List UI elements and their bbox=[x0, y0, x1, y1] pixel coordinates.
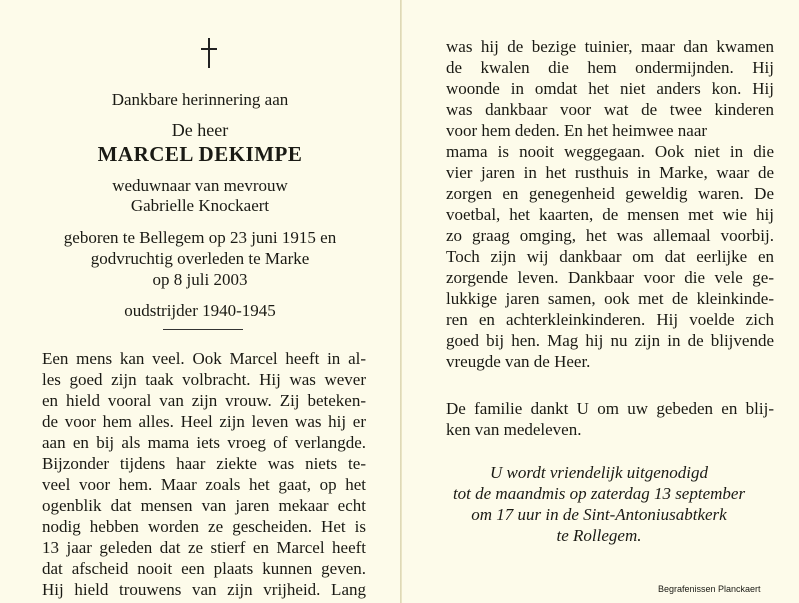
divider bbox=[163, 329, 243, 330]
text-line: Bijzonder tijdens haar ziekte was niets te- bbox=[42, 454, 366, 473]
death-date: op 8 juli 2003 bbox=[152, 270, 248, 289]
veteran-line: oudstrijder 1940-1945 bbox=[124, 301, 276, 320]
left-memorial-text bbox=[42, 348, 366, 600]
text-line: zorgende leven. Dankbaar voor die vele ge- bbox=[446, 268, 774, 287]
text-line: lukkige jaren samen, ook met de kleinkinde- bbox=[446, 289, 774, 308]
text-line: ken van medeleven. bbox=[446, 420, 582, 439]
text-line: de kwalen die hem ondermijnden. Hij bbox=[446, 58, 774, 77]
text-line: nodig hebben worden ze gescheiden. Het is bbox=[42, 517, 366, 536]
death-line: godvruchtig overleden te Marke bbox=[90, 249, 310, 268]
text-line: was dankbaar voor wat de twee kinderen bbox=[446, 100, 774, 119]
text-line: voetbal, het kaarten, de mensen met wie hij bbox=[446, 205, 774, 224]
text-line: aan en bij als mama iets vroeg of verlangde. bbox=[42, 433, 366, 452]
family-thanks bbox=[446, 398, 774, 440]
funeral-home-credit: Begrafenissen Planckaert bbox=[658, 584, 761, 594]
text-line: zo graag omging, het was allemaal voorbij. bbox=[446, 226, 774, 245]
birth-line: geboren te Bellegem op 23 juni 1915 en bbox=[63, 228, 337, 247]
invitation-line: om 17 uur in de Sint-Antoniusabtkerk bbox=[471, 505, 727, 524]
text-line: zorgen en genegenheid geweldig waren. De bbox=[446, 184, 774, 203]
right-memorial-text bbox=[446, 36, 774, 372]
text-line: woonde in omdat het niet anders kon. Hij bbox=[446, 79, 774, 98]
text-line: en hield vooral van zijn vrouw. Zij beteken- bbox=[42, 391, 366, 410]
spouse-name: Gabrielle Knockaert bbox=[130, 196, 270, 215]
invitation-line: U wordt vriendelijk uitgenodigd bbox=[490, 463, 708, 482]
invitation-line: tot de maandmis op zaterdag 13 september bbox=[452, 484, 746, 503]
text-line: vier jaren in het rusthuis in Marke, waar de bbox=[446, 163, 774, 182]
text-line: Toch zijn wij dankbaar om dat eerlijke en bbox=[446, 247, 774, 266]
text-line: voor hem deden. En het heimwee naar bbox=[446, 121, 708, 140]
text-line: vreugde van de Heer. bbox=[446, 352, 591, 371]
text-line: les goed zijn taak volbracht. Hij was wever bbox=[42, 370, 366, 389]
text-line: Hij hield trouwens van zijn vrijheid. Lang bbox=[42, 580, 366, 599]
deceased-name: MARCEL DEKIMPE bbox=[97, 142, 303, 166]
text-line: goed bij hen. Mag hij nu zijn in de blijvende bbox=[446, 331, 774, 350]
text-line: De familie dankt U om uw gebeden en blij- bbox=[446, 399, 774, 418]
text-line: dat afscheid nooit een plaats kunnen geven. bbox=[42, 559, 366, 578]
invitation-line: te Rollegem. bbox=[556, 526, 642, 545]
text-line: veel voor hem. Maar zoals het gaat, op het bbox=[42, 475, 366, 494]
text-line: 13 jaar geleden dat ze stierf en Marcel heeft bbox=[42, 538, 366, 557]
remembrance-line: Dankbare herinnering aan bbox=[111, 90, 289, 109]
title-line: De heer bbox=[171, 120, 229, 140]
mass-invitation bbox=[410, 462, 788, 546]
text-line: ren en achterkleinkinderen. Hij voelde zich bbox=[446, 310, 774, 329]
widower-line: weduwnaar van mevrouw bbox=[112, 176, 288, 195]
card-fold bbox=[400, 0, 402, 603]
text-line: mama is nooit weggegaan. Ook niet in die bbox=[446, 142, 774, 161]
text-line: was hij de bezige tuinier, maar dan kwamen bbox=[446, 37, 774, 56]
text-line: Een mens kan veel. Ook Marcel heeft in al- bbox=[42, 349, 366, 368]
cross-icon bbox=[198, 38, 220, 68]
text-line: ogenblik dat mensen van jaren mekaar echt bbox=[42, 496, 366, 515]
text-line: de voor hem alles. Heel zijn leven was hij er bbox=[42, 412, 366, 431]
